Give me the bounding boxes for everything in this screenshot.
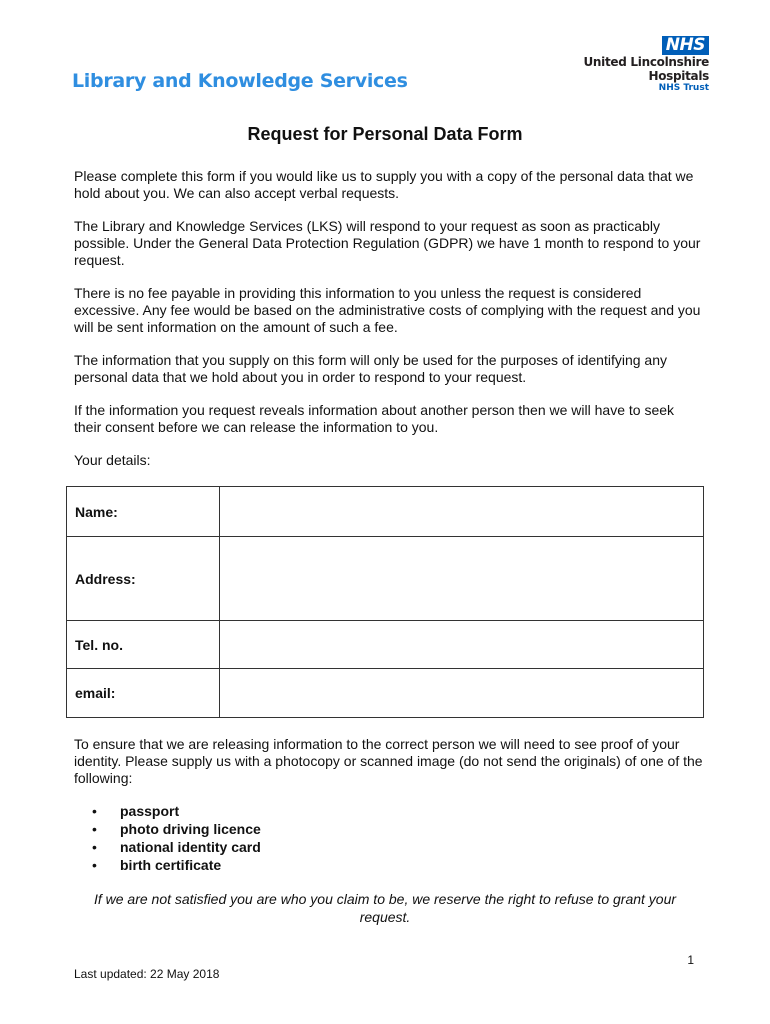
name-field[interactable] — [219, 487, 703, 537]
proof-of-identity-text: To ensure that we are releasing information to the correct person we will need to see proof of your identity. Please supply us with a photocopy or scanned image (do not send the originals) of one of the following: — [74, 736, 703, 786]
list-item: • national identity card — [92, 839, 261, 855]
list-item: • birth certificate — [92, 857, 222, 873]
address-label: Address: — [67, 537, 220, 621]
bullet-icon: • — [92, 839, 97, 855]
bullet-icon: • — [92, 821, 97, 837]
bullet-icon: • — [92, 803, 97, 819]
email-label: email: — [67, 669, 220, 718]
last-updated-footer: Last updated: 22 May 2018 — [74, 967, 220, 981]
paragraph-data-use: The information that you supply on this form will only be used for the purposes of identifying any personal data that we hold about you in order to respond to your request. — [74, 352, 667, 385]
nhs-logo — [579, 36, 709, 94]
paragraph-intro: Please complete this form if you would like us to supply you with a copy of the personal data that we hold about you. We can also accept verbal requests. — [74, 168, 694, 201]
form-row-tel — [67, 621, 704, 669]
list-item: • photo driving licence — [92, 821, 261, 837]
form-row-name — [67, 487, 704, 537]
department-title: Library and Knowledge Services — [72, 70, 408, 92]
bullet-icon: • — [92, 857, 97, 873]
refusal-warning: If we are not satisfied you are who you claim to be, we reserve the right to refuse to grant your request. — [93, 891, 677, 925]
page-number: 1 — [687, 953, 694, 967]
address-field[interactable] — [219, 537, 703, 621]
logo-trust-name-line1: United Lincolnshire — [583, 55, 709, 69]
logo-trust-name-line2: Hospitals — [648, 69, 709, 83]
tel-label: Tel. no. — [67, 621, 220, 669]
id-document-list — [92, 802, 261, 874]
nhs-badge: NHS — [662, 36, 709, 55]
tel-field[interactable] — [219, 621, 703, 669]
form-row-address — [67, 537, 704, 621]
your-details-heading: Your details: — [74, 452, 151, 468]
details-form-table — [66, 486, 704, 718]
email-field[interactable] — [219, 669, 703, 718]
paragraph-response-time: The Library and Knowledge Services (LKS) will respond to your request as soon as practicably possible. Under the General Data Protection Regulation (GDPR) we have 1 month to respond to your request. — [74, 218, 701, 268]
list-item: • passport — [92, 803, 180, 819]
logo-trust-label: NHS Trust — [658, 83, 709, 93]
intro-text — [74, 168, 704, 485]
name-label: Name: — [67, 487, 220, 537]
paragraph-third-party: If the information you request reveals information about another person then we will have to seek their consent before we can release the information to you. — [74, 402, 675, 435]
document-title: Request for Personal Data Form — [247, 124, 523, 144]
paragraph-fees: There is no fee payable in providing this information to you unless the request is considered excessive. Any fee would be based on the administrative costs of complying with the request and you will be sent information on the amount of such a fee. — [74, 285, 701, 335]
form-row-email — [67, 669, 704, 718]
